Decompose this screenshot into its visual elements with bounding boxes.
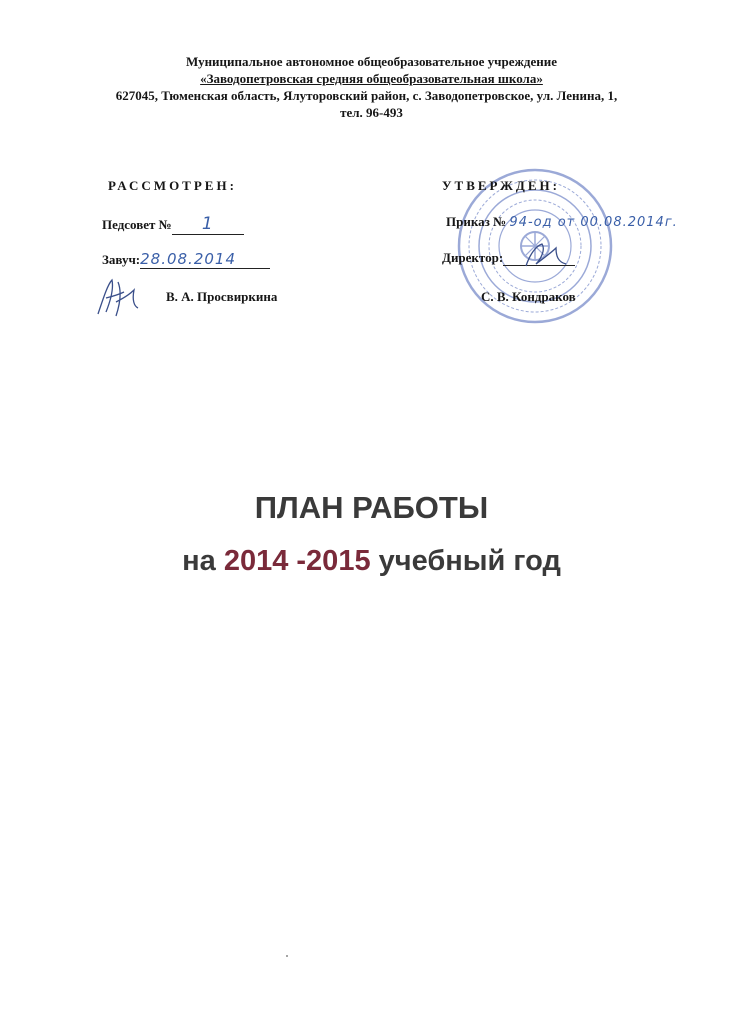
scan-speck [286, 955, 288, 957]
pedsovet-number-field [172, 214, 244, 235]
director-signature [522, 240, 572, 270]
zavuch-signature [94, 276, 158, 320]
document-subtitle [0, 545, 743, 578]
pedsovet-number: 1 [201, 214, 214, 234]
zavuch-name: В. А. Просвиркина [166, 289, 278, 304]
institution-type: Муниципальное автономное общеобразовательное учреждение [185, 54, 558, 69]
document-header [0, 53, 743, 121]
reviewed-heading: РАССМОТРЕН: [108, 178, 237, 193]
zavuch-label: Завуч: [102, 252, 141, 267]
order-line [446, 214, 678, 230]
order-label: Приказ № [446, 214, 507, 229]
institution-name: «Заводопетровская средняя общеобразовательная школа» [200, 71, 543, 86]
order-number: 94-од от 00.08.2014г. [509, 215, 678, 230]
zavuch-line [102, 250, 270, 269]
approved-heading: УТВЕРЖДЕН: [442, 178, 560, 193]
subtitle-suffix: учебный год [370, 545, 561, 577]
pedsovet-label: Педсовет № [102, 217, 172, 232]
subtitle-years: 2014 -2015 [223, 545, 371, 577]
director-label: Директор: [442, 250, 504, 265]
pedsovet-line [102, 214, 244, 235]
subtitle-prefix: на [182, 545, 224, 577]
institution-phone: тел. 96-493 [340, 105, 403, 120]
director-name: С. В. Кондраков [481, 289, 576, 304]
zavuch-date-field [140, 250, 270, 269]
zavuch-date: 28.08.2014 [140, 250, 236, 268]
institution-address: 627045, Тюменская область, Ялуторовский район, с. Заводопетровское, ул. Ленина, 1, [115, 88, 618, 103]
document-title: ПЛАН РАБОТЫ [254, 490, 489, 525]
